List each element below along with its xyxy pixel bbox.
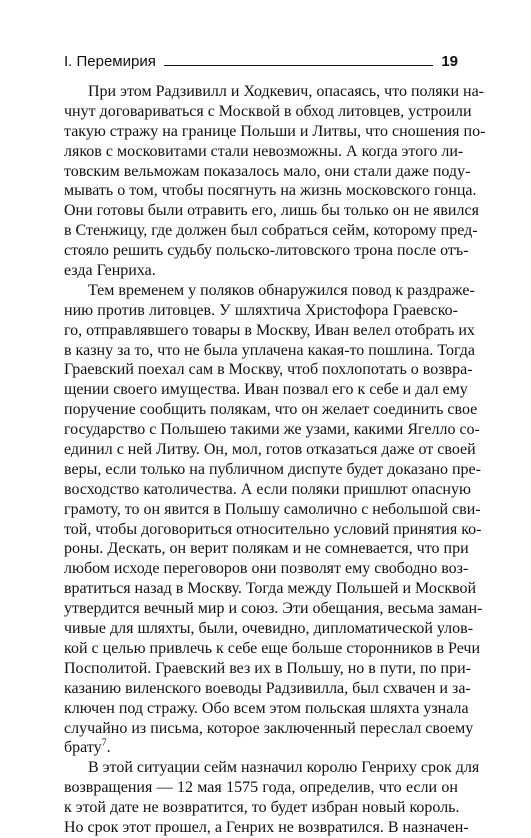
text-line: вратиться назад в Москву. Тогда между Польшей и Москвой <box>64 580 477 598</box>
footnote-marker: 7 <box>101 738 107 750</box>
text-line: случайно из письма, которое заключенный переслал своему <box>64 719 474 737</box>
text-line: нию против литовцев. У шляхтича Христофора Граевско- <box>64 301 458 319</box>
text-line: в казну за то, что не была уплачена какая-то пошлина. Тогда <box>64 341 475 359</box>
body-text <box>64 82 486 838</box>
text-line: При этом Радзивилл и Ходкевич, опасаясь, что поляки на- <box>88 83 484 100</box>
text-line: го, отправлявшего товары в Москву, Иван велел отобрать их <box>64 321 475 339</box>
sentence-end: . <box>106 739 111 757</box>
text-line: к этой дате не возвратится, то будет избран новый король. <box>64 799 460 817</box>
text-line: Тем временем у поляков обнаружился повод к раздраже- <box>88 281 475 299</box>
text-line: той, чтобы договориться относительно условий принятия ко- <box>64 520 482 538</box>
chapter-title: I. Перемирия <box>64 53 156 70</box>
paragraph <box>64 281 483 758</box>
text-line: Посполитой. Граевский вез их в Польшу, но в пути, по при- <box>64 659 471 677</box>
text-line: мывать о том, чтобы посягнуть на жизнь московского гонца. <box>64 182 477 200</box>
text-line: роны. Дескать, он верит полякам и не сомневается, что при <box>64 540 469 558</box>
text-line: В этой ситуации сейм назначил королю Генриху срок для <box>88 759 480 777</box>
text-line: возвращения — 12 мая 1575 года, определив, что если он <box>64 779 458 797</box>
text-line: поручение сообщить полякам, что он желает соединить свое <box>64 401 478 419</box>
text-line-content: брату <box>64 739 102 757</box>
text-line: такую стражу на границе Польши и Литвы, что сношения по- <box>64 122 486 140</box>
text-line: Но срок этот прошел, а Генрих не возвратился. В назначен- <box>64 818 469 836</box>
text-line: казанию виленского воеводы Радзивилла, был схвачен и за- <box>64 679 471 697</box>
paragraph <box>64 82 486 281</box>
text-line <box>64 738 458 758</box>
text-line: товским вельможам показалось мало, они стали даже поду- <box>64 162 471 180</box>
text-line: щении своего имущества. Иван позвал его к себе и дал ему <box>64 381 468 399</box>
text-line: Граевский поехал сам в Москву, чтоб похлопотать о возвра- <box>64 361 473 379</box>
paragraph <box>64 758 480 838</box>
text-line: кой с целью привлечь к себе еще больше сторонников в Речи <box>64 639 481 657</box>
header-rule <box>164 65 433 66</box>
text-line: Они готовы были отравить его, лишь бы только он не явился <box>64 202 479 220</box>
text-line: государство с Польшею такими же узами, какими Ягелло со- <box>64 421 480 439</box>
text-line: ключен под стражу. Обо всем этом польская шляхта узнала <box>64 699 469 717</box>
text-line: утвердится вечный мир и союз. Эти обещания, весьма заман- <box>64 600 483 618</box>
text-line: любом исходе переговоров они позволят ему свободно воз- <box>64 560 469 578</box>
text-line: в Стенжицу, где должен был собраться сейм, которому пред- <box>64 222 478 240</box>
page-number: 19 <box>441 53 458 70</box>
text-line: единил с ней Литву. Он, мол, готов отказаться даже от своей <box>64 441 476 459</box>
text-line: чнут договариваться с Москвой в обход литовцев, устроили <box>64 102 472 120</box>
text-line: восходство католичества. А если поляки пришлют опасную <box>64 480 471 498</box>
text-line: ляков с московитами стали невозможны. А когда этого ли- <box>64 142 464 160</box>
text-line: езда Генриха. <box>64 262 156 280</box>
text-line: стояло решить судьбу польско-литовского трона после отъ- <box>64 242 469 260</box>
text-line: веры, если только на публичном диспуте будет доказано пре- <box>64 460 481 478</box>
text-line: грамоту, то он явится в Польшу самолично с небольшой сви- <box>64 500 481 518</box>
running-head <box>64 52 458 70</box>
text-line: чивые для шляхты, были, очевидно, дипломатической улов- <box>64 620 474 638</box>
